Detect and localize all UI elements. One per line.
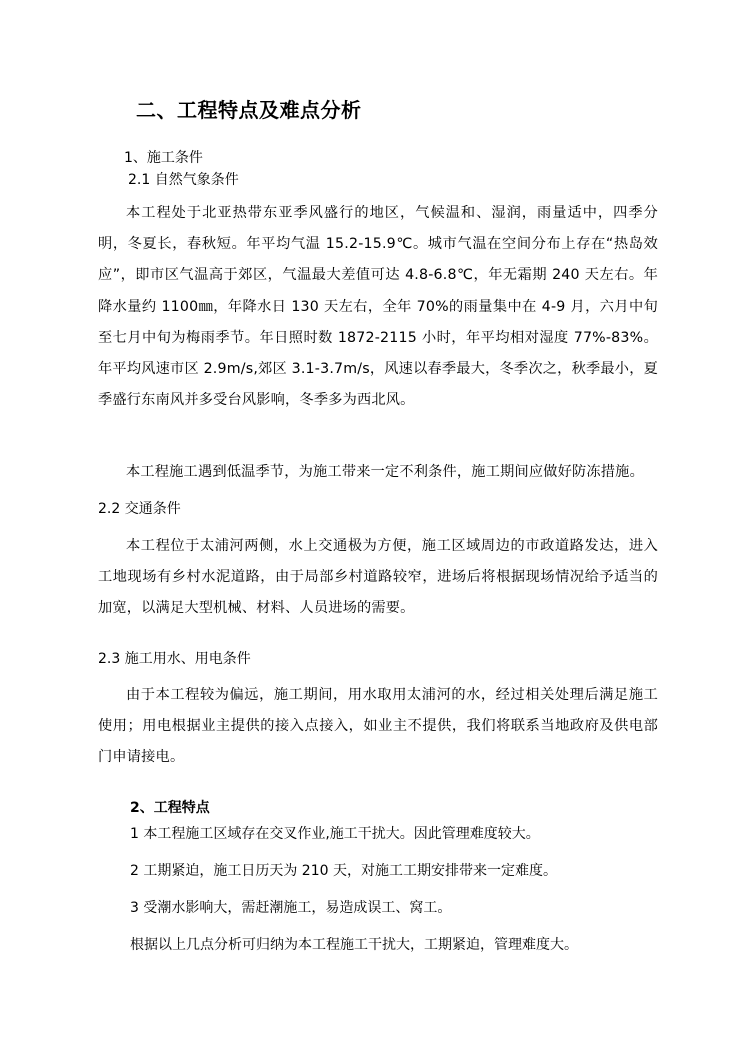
feature-item-2: 2 工期紧迫，施工日历天为 210 天，对施工工期安排带来一定难度。 [130,863,557,879]
section2-heading: 2、工程特点 [130,800,210,816]
feature-item-1: 1 本工程施工区域存在交叉作业,施工干扰大。因此管理难度较大。 [130,826,540,842]
water-electricity-paragraph: 由于本工程较为偏远，施工期间，用水取用太浦河的水，经过相关处理后满足施工使用；用电根据业主提供的接入点接入，如业主不提供，我们将联系当地政府及供电部门申请接电。 [98,687,658,766]
subsection-2-3-heading: 2.3 施工用水、用电条件 [98,651,251,667]
low-temperature-paragraph: 本工程施工遇到低温季节，为施工带来一定不利条件，施工期间应做好防冻措施。 [126,464,644,480]
feature-item-3: 3 受潮水影响大，需赶潮施工，易造成误工、窝工。 [130,900,452,916]
subsection-2-2-heading: 2.2 交通条件 [98,501,181,517]
section1-heading: 1、施工条件 [124,150,203,166]
traffic-paragraph: 本工程位于太浦河两侧，水上交通极为方便，施工区域周边的市政道路发达，进入工地现场有乡村水泥道路，由于局部乡村道路较窄，进场后将根据现场情况给予适当的加宽，以满足大型机械、材料、人员进场的需要。 [98,538,658,617]
weather-paragraph: 本工程处于北亚热带东亚季风盛行的地区，气候温和、湿润，雨量适中，四季分明，冬夏长，春秋短。年平均气温 15.2-15.9℃。城市气温在空间分布上存在“热岛效应”，即市区气温高于郊区，气温最大差值可达 4.8-6.8℃，年无霜期 240 天左右。年降水量约 1100㎜，年降水日 130 天左右，全年 70%的雨量集中在 4-9 月，六月中旬至七月中旬为梅雨季节。年日照时数 1872-2115 小时，年平均相对湿度 77%-83%。年平均风速市区 2.9m/s,郊区 3.1-3.7m/s，风速以春季最大，冬季次之，秋季最小，夏季盛行东南风并多受台风影响，冬季多为西北风。 [98,205,658,409]
document-title: 二、工程特点及难点分析 [136,98,362,122]
conclusion-line: 根据以上几点分析可归纳为本工程施工干扰大，工期紧迫，管理难度大。 [130,937,578,953]
subsection-2-1-heading: 2.1 自然气象条件 [128,172,239,188]
